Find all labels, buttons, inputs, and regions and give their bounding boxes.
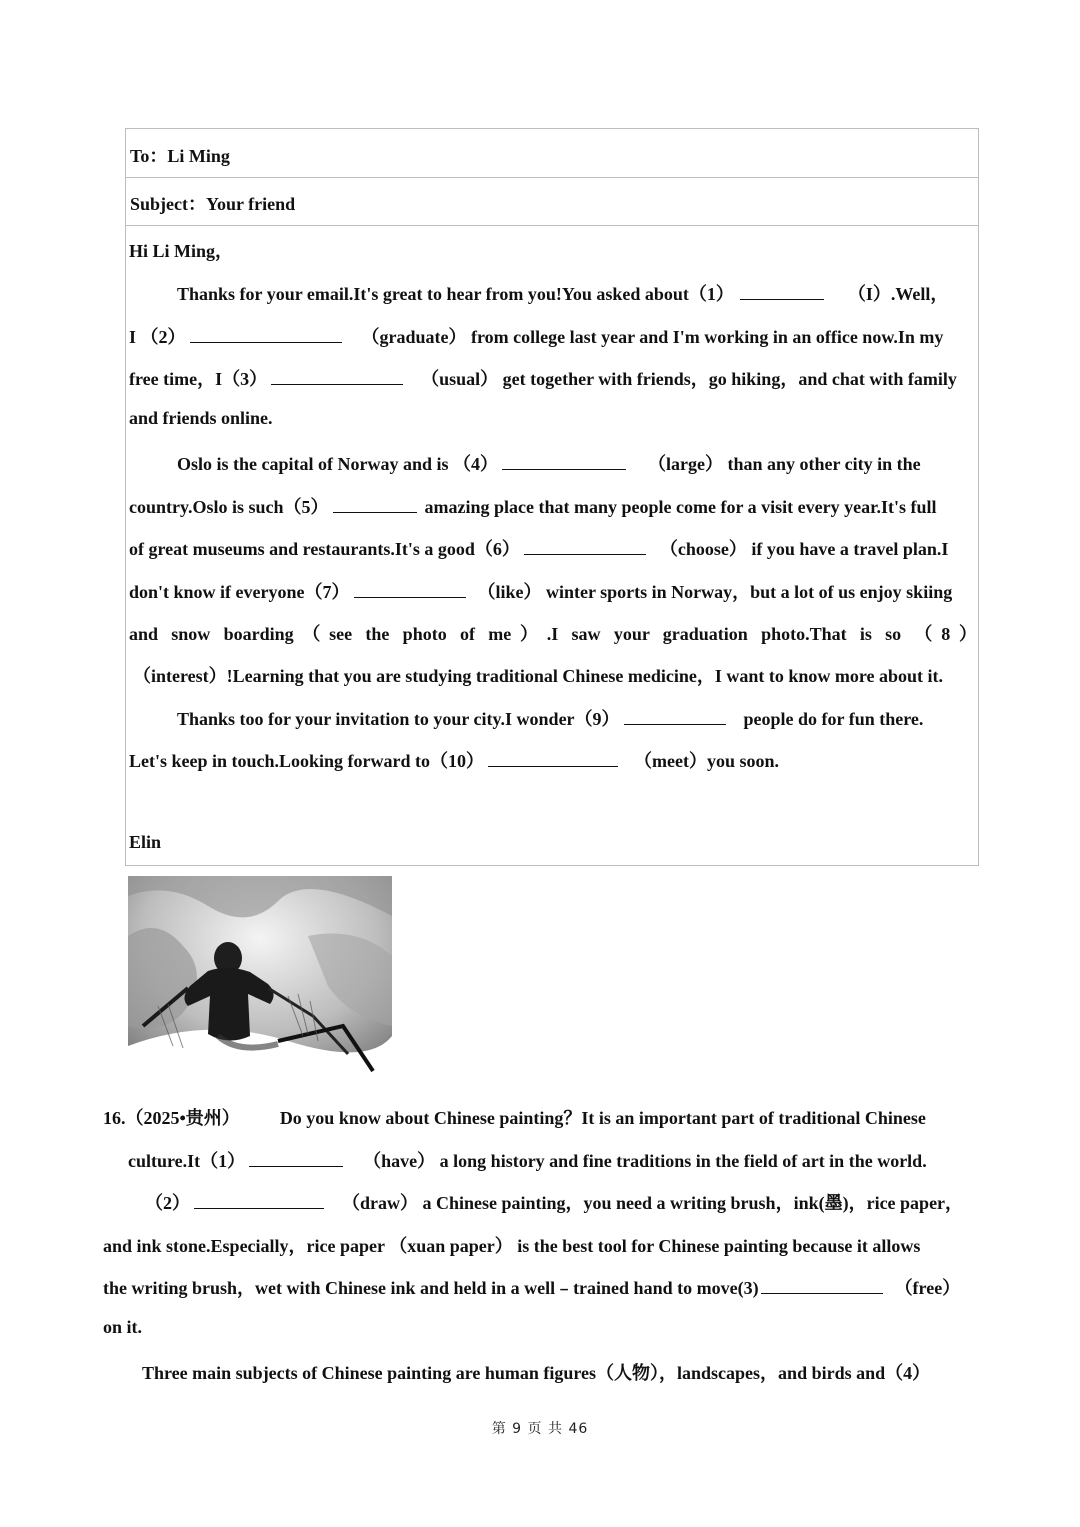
blank-10[interactable]: [488, 748, 618, 767]
q16-line3: （2） （draw） a Chinese painting，you need a writing brush，ink(墨)，rice paper，: [145, 1189, 963, 1215]
q16-blank-1[interactable]: [249, 1148, 343, 1167]
blank-2[interactable]: [190, 324, 342, 343]
q16-blank-3[interactable]: [761, 1275, 883, 1294]
blank-6[interactable]: [524, 536, 646, 555]
blank-4[interactable]: [502, 451, 626, 470]
to-field: To：Li Ming: [130, 146, 230, 166]
blank-5[interactable]: [333, 494, 417, 513]
q16-line1: 16.（2025•贵州） Do you know about Chinese painting？It is an important part of traditional Chinese: [103, 1108, 926, 1128]
q16-line7: Three main subjects of Chinese painting are human figures（人物），landscapes，and birds and（4）: [142, 1363, 931, 1383]
to-row: [126, 129, 978, 178]
blank-9[interactable]: [624, 706, 726, 725]
p2-line4: don't know if everyone（7） （like） winter sports in Norway，but a lot of us enjoy skiing: [129, 578, 952, 604]
greeting: Hi Li Ming，: [129, 241, 234, 261]
q16-number: 16.（2025•贵州）: [103, 1108, 240, 1128]
q16-blank-2[interactable]: [194, 1190, 324, 1209]
p2-line1: Oslo is the capital of Norway and is （4） （large） than any other city in the: [177, 450, 921, 476]
p2-line3: of great museums and restaurants.It's a good（6） （choose） if you have a travel plan.I: [129, 535, 948, 561]
p1-line4: and friends online.: [129, 408, 273, 428]
subject-row: [126, 177, 978, 226]
p2-line5: and snow boarding（see the photo of me）.I saw your graduation photo.That is so （8）: [129, 624, 977, 644]
q16-line2: culture.It（1） （have） a long history and fine traditions in the field of art in the world.: [128, 1147, 927, 1173]
p1-line1: Thanks for your email.It's great to hear from you!You asked about（1） （I）.Well，: [177, 280, 948, 306]
p2-line2: country.Oslo is such（5） amazing place that many people come for a visit every year.It's full: [129, 493, 936, 519]
p1-line3: free time，I（3） （usual） get together with friends，go hiking，and chat with family: [129, 365, 957, 391]
signature: Elin: [129, 832, 162, 852]
p3-line1: Thanks too for your invitation to your city.I wonder（9） people do for fun there.: [177, 705, 923, 731]
q16-line4: and ink stone.Especially，rice paper （xuan paper） is the best tool for Chinese painting because it allows: [103, 1236, 921, 1256]
q16-line6: on it.: [103, 1317, 143, 1337]
p2-line6: （interest）!Learning that you are studying traditional Chinese medicine，I want to know more about it.: [133, 666, 944, 686]
p1-line2: I （2） （graduate） from college last year and I'm working in an office now.In my: [129, 323, 943, 349]
page-footer: 第 9 页 共 46: [491, 1421, 589, 1437]
blank-3[interactable]: [271, 366, 403, 385]
blank-1[interactable]: [740, 281, 824, 300]
p3-line2: Let's keep in touch.Looking forward to（10） （meet）you soon.: [129, 747, 779, 773]
blank-7[interactable]: [354, 579, 466, 598]
subject-field: Subject：Your friend: [130, 194, 296, 214]
q16-line5: the writing brush，wet with Chinese ink and held in a well﹣trained hand to move(3) （free）: [103, 1274, 960, 1300]
skier-photo: [128, 876, 392, 1084]
